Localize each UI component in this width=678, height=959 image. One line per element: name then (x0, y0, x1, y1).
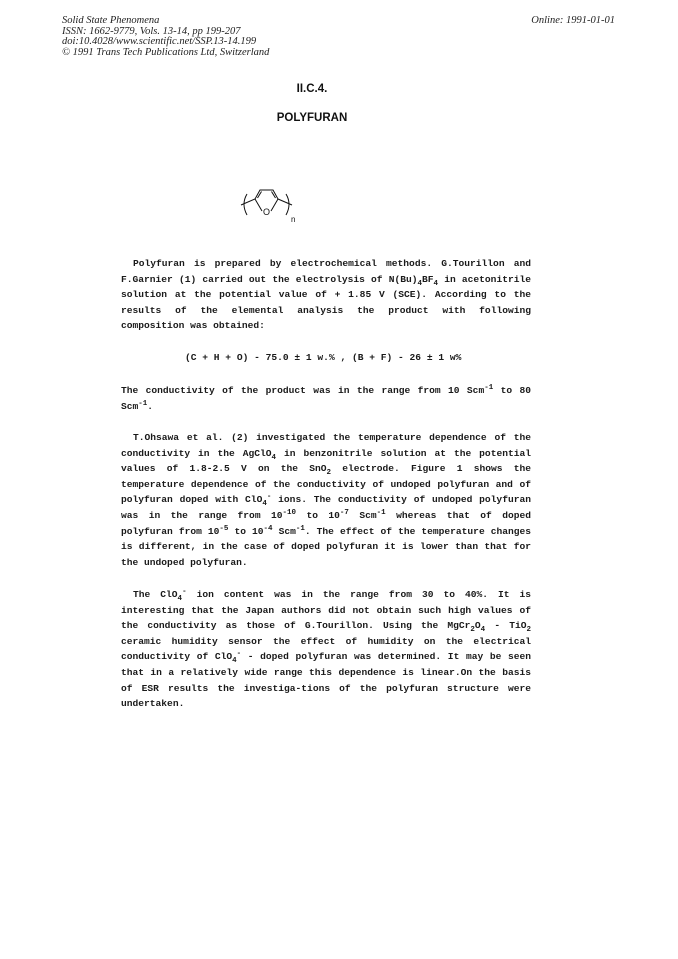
polyfuran-structure (238, 184, 298, 226)
paragraph-3: T.Ohsawa et al. (2) investigated the temperature dependence of the conductivity in the AgClO$_4$ in benzonitrile solution at the potential values of 1.8-2.5 V on the SnO$_2$ electrode. Figure 1 shows the temperature dependence of the conductivity of undoped polyfuran and of polyfuran doped with ClO$_4$- ions. The conductivity of undoped polyfuran was in the range from $10^{-10}$ to $10^{-7}$ Scm$^{-1}$ whereas that of doped polyfuran from $10^{-5}$ to $10^{-4}$ Scm$^{-1}$. The effect of the temperature changes is different, in the case of doped polyfuran it is lower than that for the undoped polyfuran. (121, 432, 532, 568)
repeat-subscript: n (291, 215, 296, 224)
bond-right (278, 199, 292, 205)
paragraph-2: The conductivity of the product was in the range from 10 Scm$^{-1}$ to 80 Scm$^{-1}$. (121, 383, 531, 412)
section-title: POLYFURAN (276, 112, 348, 124)
oxygen-label: O (262, 207, 271, 217)
copyright-line: © 1991 Trans Tech Publications Ltd, Switzerland (62, 46, 270, 58)
online-date: Online: 1991-01-01 (531, 15, 615, 26)
right-bracket (286, 194, 289, 215)
section-number: II.C.4. (296, 83, 328, 95)
composition-equation: (C + H + O) - 75.0 ± 1 w.% , (B + F) - 26 ± 1 w% (185, 352, 462, 363)
journal-name: Solid State Phenomena (62, 15, 160, 26)
doi-line: doi:10.4028/www.scientific.net/SSP.13-14.199 (62, 36, 257, 47)
left-bracket (244, 194, 247, 215)
issn-line: ISSN: 1662-9779, Vols. 13-14, pp 199-207 (62, 25, 241, 37)
bond-left (241, 199, 255, 205)
paragraph-4: The ClO$_4$- ion content was in the range from 30 to 40%. It is interesting that the Japan authors did not obtain such high values of the conductivity as those of G.Tourillon. Using the $MgCr_2O_4 - TiO_2$ ceramic humidity sensor the effect of humidity on the electrical conductivity of ClO$_4$- - doped polyfuran was determined. It may be seen that in a relatively wide range this dependence is linear.On the basis of ESR results the investiga-tions of the polyfuran structure were undertaken. (121, 587, 531, 710)
publication-info (62, 16, 269, 58)
paragraph-1: Polyfuran is prepared by electrochemical methods. G.Tourillon and F.Garnier (1) carried out the electrolysis of $N(Bu)_4BF_4$ in acetonitrile solution at the potential value of + 1.85 V (SCE). According to the results of the elemental analysis the product with following composition was obtained: (121, 258, 531, 332)
